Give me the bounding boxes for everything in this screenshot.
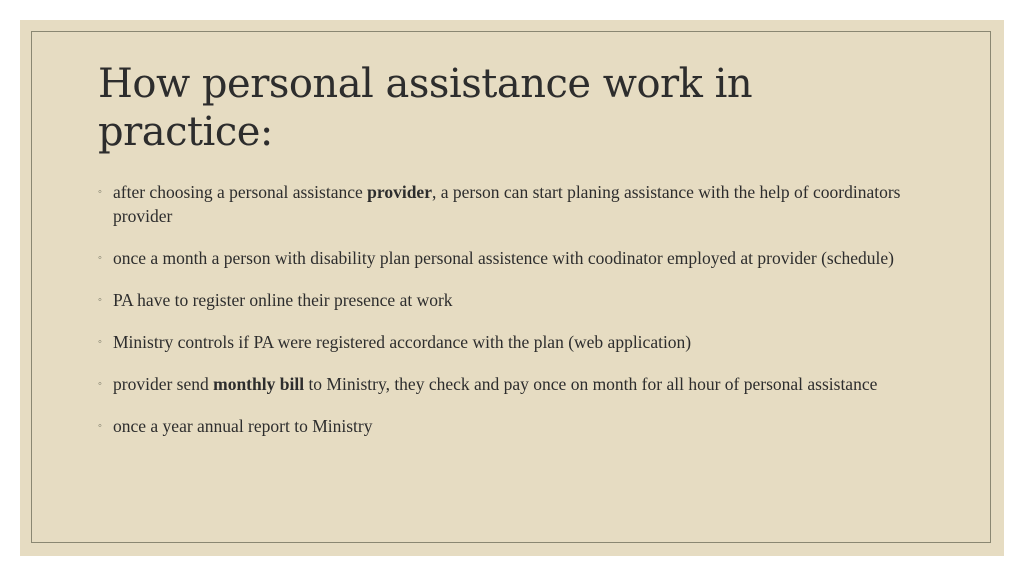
- bullet-text: Ministry controls if PA were registered accordance with the plan (web application): [113, 332, 692, 352]
- bullet-text-bold: monthly bill: [213, 374, 305, 394]
- bullet-marker-icon: ◦: [98, 378, 102, 390]
- bullet-item-online-register: [98, 288, 948, 312]
- bullet-item-provider-choice: [98, 180, 948, 228]
- bullet-text: once a month a person with disability plan personal assistence with coodinator employed at provider (schedule): [113, 248, 894, 268]
- bullet-marker-icon: ◦: [98, 294, 102, 306]
- bullet-text-after: to Ministry, they check and pay once on month for all hour of personal assistance: [304, 374, 878, 394]
- bullet-list: [98, 180, 948, 456]
- bullet-text-before: after choosing a personal assistance: [113, 182, 368, 202]
- bullet-item-annual-report: [98, 414, 948, 438]
- bullet-marker-icon: ◦: [98, 252, 102, 264]
- bullet-marker-icon: ◦: [98, 336, 102, 348]
- bullet-text-bold: provider: [367, 182, 432, 202]
- bullet-item-monthly-plan: [98, 246, 948, 270]
- bullet-marker-icon: ◦: [98, 186, 102, 198]
- slide: [20, 20, 1004, 556]
- bullet-text: PA have to register online their presence at work: [113, 290, 453, 310]
- bullet-text-before: provider send: [113, 374, 214, 394]
- bullet-text-after: , a person can start planing assistance with the help of coordinators provider: [113, 182, 901, 226]
- bullet-item-monthly-bill: [98, 372, 948, 396]
- bullet-text: once a year annual report to Ministry: [113, 416, 373, 436]
- slide-title: How personal assistance work in practice:: [98, 61, 753, 155]
- bullet-marker-icon: ◦: [98, 420, 102, 432]
- bullet-item-ministry-control: [98, 330, 948, 354]
